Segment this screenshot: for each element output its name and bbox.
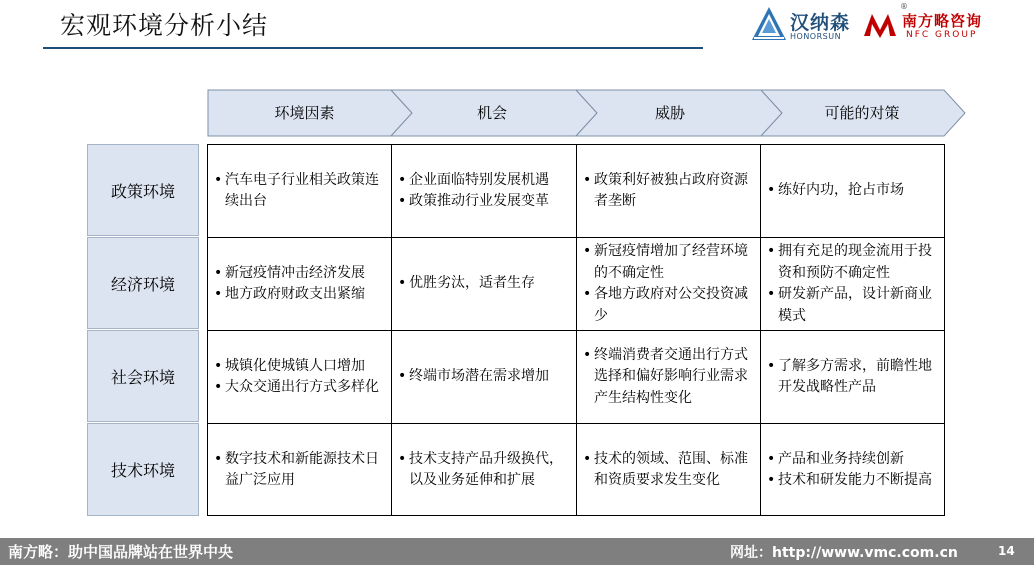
honorsun-mark-icon [750, 6, 788, 42]
bullet-dot-icon: • [398, 368, 407, 385]
cell-threat [577, 424, 760, 516]
bullet-text: 新冠疫情冲击经济发展 [225, 264, 365, 281]
bullet-dot-icon: • [214, 450, 223, 467]
bullet-dot-icon: • [214, 286, 223, 302]
bullet-dot-icon: • [398, 275, 407, 292]
cell-opportunity [392, 145, 576, 237]
row-label-economy: 经济环境 [87, 237, 199, 329]
bullet-text: 拥有充足的现金流用于投资和预防不确定性 [778, 243, 932, 281]
bullet-item [398, 449, 570, 492]
bullet-item [583, 284, 754, 327]
column-header-threat: 威胁 [654, 104, 685, 122]
bullet-text: 汽车电子行业相关政策连续出台 [225, 171, 379, 209]
bullet-item [398, 191, 570, 213]
cell-threat [577, 145, 760, 237]
bullet-item [767, 449, 939, 471]
nfc-cn: 南方略咨询 [902, 12, 983, 30]
nfc-mark-icon [862, 12, 898, 38]
bullet-text: 终端消费者交通出行方式选择和偏好影响行业需求产生结构性变化 [594, 346, 748, 406]
bullet-text: 了解多方需求，前瞻性地开发战略性产品 [778, 357, 932, 395]
bullet-dot-icon: • [767, 357, 776, 374]
bullet-item [214, 377, 385, 399]
bullet-text: 产品和业务持续创新 [778, 450, 904, 467]
bullet-text: 政策推动行业发展变革 [409, 193, 549, 209]
column-header-opportunity: 机会 [476, 104, 507, 122]
bullet-dot-icon: • [214, 357, 223, 374]
bullet-item [583, 241, 754, 284]
bullet-item [398, 273, 570, 295]
page-title: 宏观环境分析小结 [60, 11, 269, 40]
bullet-dot-icon: • [398, 171, 407, 188]
bullet-text: 技术支持产品升级换代，以及业务延伸和扩展 [409, 450, 563, 488]
bullet-text: 终端市场潜在需求增加 [409, 368, 549, 385]
row-label-technology: 技术环境 [87, 423, 199, 516]
footer-bar [0, 538, 1034, 565]
bullet-text: 技术的领域、范围、标准和资质要求发生变化 [594, 450, 748, 488]
footer-slogan: 南方略：助中国品牌站在世界中央 [8, 543, 234, 561]
cell-countermeasure [761, 145, 945, 237]
bullet-item [214, 284, 385, 306]
bullet-dot-icon: • [214, 264, 223, 281]
nfc-en: NFC GROUP [906, 30, 978, 40]
bullet-text: 优胜劣汰，适者生存 [409, 275, 535, 292]
bullet-dot-icon: • [767, 450, 776, 467]
bullet-dot-icon: • [583, 346, 592, 363]
cell-factor [208, 145, 391, 237]
bullet-dot-icon: • [214, 379, 223, 395]
bullet-dot-icon: • [214, 171, 223, 188]
honorsun-cn: 汉纳森 [790, 12, 851, 34]
bullet-text: 练好内功，抢占市场 [778, 182, 904, 199]
bullet-text: 技术和研发能力不断提高 [778, 472, 932, 488]
bullet-text: 地方政府财政支出紧缩 [225, 286, 365, 302]
bullet-text: 企业面临特别发展机遇 [409, 171, 549, 188]
bullet-item [214, 449, 385, 492]
bullet-item [398, 366, 570, 388]
honorsun-en: HONORSUN [790, 32, 842, 41]
bullet-dot-icon: • [583, 171, 592, 188]
bullet-dot-icon: • [398, 450, 407, 467]
bullet-text: 各地方政府对公交投资减少 [594, 286, 748, 324]
bullet-item [583, 449, 754, 492]
bullet-item [767, 284, 939, 327]
cell-countermeasure [761, 238, 945, 330]
bullet-item [583, 170, 754, 213]
bullet-text: 新冠疫情增加了经营环境的不确定性 [594, 243, 748, 281]
bullet-dot-icon: • [767, 182, 776, 199]
column-header-bar [207, 89, 967, 137]
bullet-text: 政策利好被独占政府资源者垄断 [594, 171, 748, 209]
bullet-item [214, 356, 385, 378]
footer-url[interactable]: 网址：http://www.vmc.com.cn [730, 545, 958, 561]
bullet-item [214, 263, 385, 285]
bullet-text: 城镇化使城镇人口增加 [225, 357, 365, 374]
cell-countermeasure [761, 331, 945, 423]
nfc-logo [862, 2, 992, 42]
nfc-reg: ® [900, 2, 908, 11]
honorsun-logo [748, 6, 852, 42]
bullet-dot-icon: • [767, 243, 776, 259]
bullet-text: 数字技术和新能源技术日益广泛应用 [225, 450, 379, 488]
cell-countermeasure [761, 424, 945, 516]
page-number: 14 [998, 544, 1015, 558]
title-underline [43, 47, 703, 49]
cell-opportunity [392, 424, 576, 516]
bullet-item [767, 470, 939, 492]
bullet-text: 研发新产品，设计新商业模式 [778, 286, 932, 324]
column-header-factors: 环境因素 [274, 104, 335, 122]
bullet-item [767, 180, 939, 202]
cell-opportunity [392, 331, 576, 423]
bullet-item [398, 170, 570, 192]
bullet-item [583, 345, 754, 410]
cell-opportunity [392, 238, 576, 330]
bullet-dot-icon: • [583, 243, 592, 259]
bullet-item [214, 170, 385, 213]
column-header-countermeasure: 可能的对策 [824, 104, 900, 122]
bullet-dot-icon: • [583, 450, 592, 467]
cell-factor [208, 331, 391, 423]
cell-threat [577, 331, 760, 423]
bullet-item [767, 241, 939, 284]
bullet-text: 大众交通出行方式多样化 [225, 379, 379, 395]
bullet-dot-icon: • [767, 286, 776, 302]
cell-threat [577, 238, 760, 330]
bullet-dot-icon: • [398, 193, 407, 209]
cell-factor [208, 238, 391, 330]
row-label-society: 社会环境 [87, 330, 199, 422]
cell-factor [208, 424, 391, 516]
bullet-dot-icon: • [767, 472, 776, 488]
analysis-table [207, 144, 945, 516]
bullet-item [767, 356, 939, 399]
bullet-dot-icon: • [583, 286, 592, 302]
row-label-policy: 政策环境 [87, 144, 199, 236]
